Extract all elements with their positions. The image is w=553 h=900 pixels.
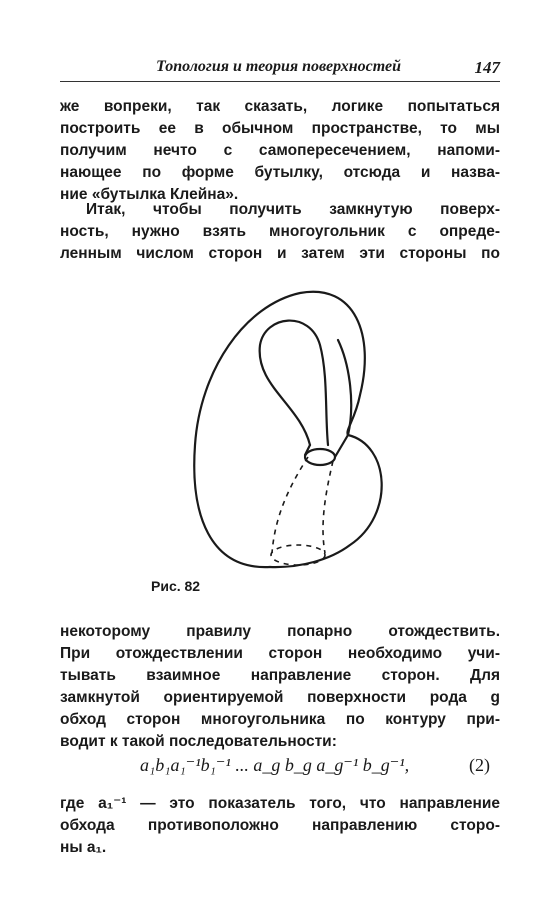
formula-expression: a₁b₁a₁⁻¹b₁⁻¹ ... a_g b_g a_g⁻¹ b_g⁻¹, [140, 755, 410, 775]
neck-opening [305, 449, 335, 465]
paragraph-3 [60, 621, 500, 753]
klein-bottle-neck-right [338, 340, 351, 435]
text-line: Итак, чтобы получить замкнутую поверх- [86, 201, 500, 218]
text-line: замкнутой ориентируемой поверхности рода g [60, 689, 500, 706]
paragraph-4 [60, 793, 500, 859]
text-line: же вопреки, так сказать, логике попытаться [60, 98, 500, 115]
text-line: тывать взаимное направление сторон. Для [60, 667, 500, 684]
text-line: водит к такой последовательности: [60, 733, 337, 750]
text-line: обход сторон многоугольника по контуру при- [60, 711, 500, 728]
page-number: 147 [474, 58, 500, 77]
hidden-tube-right [323, 461, 333, 553]
running-title: Топология и теория поверхностей [156, 58, 401, 75]
paragraph-2 [60, 199, 500, 265]
klein-bottle-neck-left [260, 321, 328, 445]
text-line: построить ее в обычном пространстве, то мы [60, 120, 500, 137]
running-header [60, 58, 500, 80]
text-line: обхода противоположно направлению сторо- [60, 817, 500, 834]
klein-bottle-figure [150, 285, 410, 585]
hidden-bottom-opening [271, 545, 325, 565]
paragraph-1 [60, 96, 500, 206]
text-line: где a₁⁻¹ — это показатель того, что направление [60, 795, 500, 812]
text-line: нающее по форме бутылку, отсюда и назва- [60, 164, 500, 181]
text-line: получим нечто с самопересечением, напоми- [60, 142, 500, 159]
text-line: ние «бутылка Клейна». [60, 186, 239, 203]
text-line: некоторому правилу попарно отождествить. [60, 623, 500, 640]
text-line: ность, нужно взять многоугольник с опреде- [60, 223, 500, 240]
header-rule [60, 81, 500, 82]
text-line: ленным числом сторон и затем эти стороны по [60, 245, 500, 262]
formula-2 [140, 755, 500, 785]
text-line: ны a₁. [60, 839, 107, 856]
text-line: При отождествлении сторон необходимо учи- [60, 645, 500, 662]
hidden-tube-left [272, 457, 308, 553]
equation-number: (2) [469, 755, 490, 775]
klein-bottle-outer-body [194, 292, 365, 567]
figure-caption: Рис. 82 [151, 578, 201, 594]
